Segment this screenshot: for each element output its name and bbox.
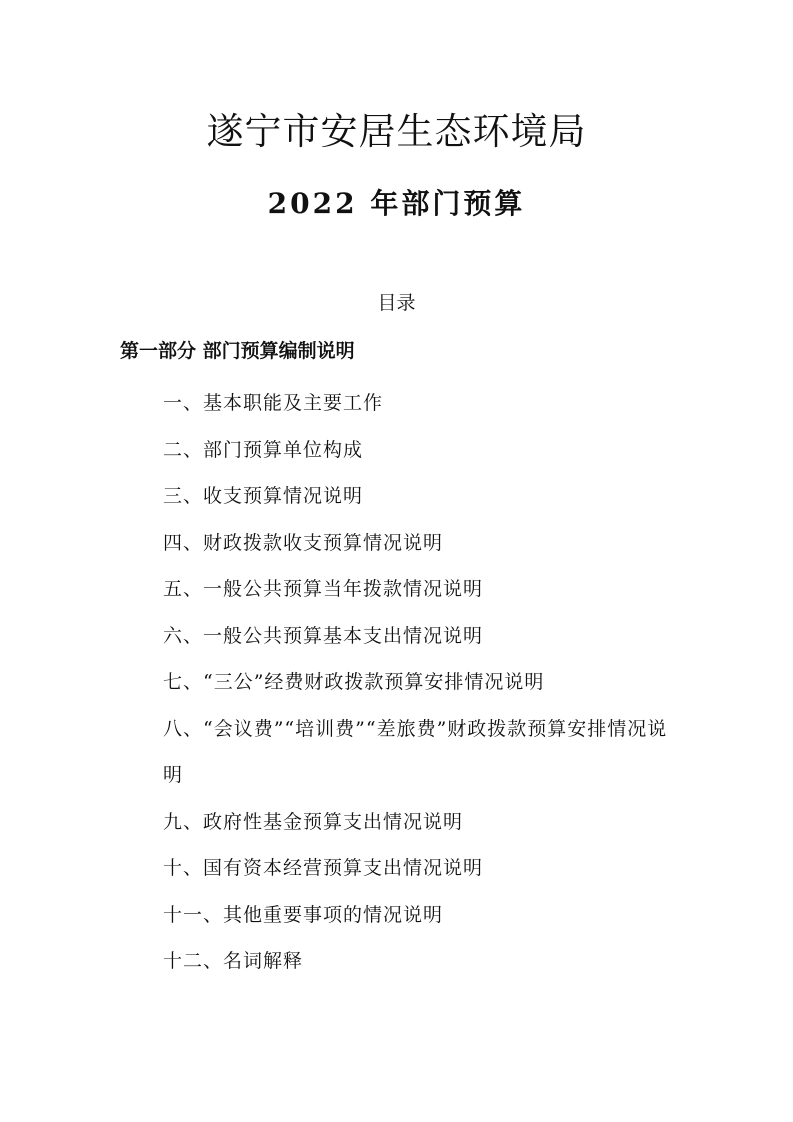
toc-heading: 目录 [377,292,416,314]
toc-item-9: 九、政府性基金预算支出情况说明 [163,810,464,833]
document-title: 遂宁市安居生态环境局 [206,110,587,153]
toc-item-2: 二、部门预算单位构成 [163,438,364,461]
toc-item-10: 十、国有资本经营预算支出情况说明 [163,857,484,879]
part-one-title: 第一部分 部门预算编制说明 [120,340,355,362]
toc-item-1: 一、基本职能及主要工作 [163,392,384,414]
toc-item-6: 六、一般公共预算基本支出情况说明 [163,624,484,647]
toc-item-3: 三、收支预算情况说明 [163,485,364,507]
toc-item-11: 十一、其他重要事项的情况说明 [163,903,444,926]
document-subtitle: 2022 年部门预算 [267,187,526,220]
toc-item-5: 五、一般公共预算当年拨款情况说明 [163,578,484,600]
toc-item-4: 四、财政拨款收支预算情况说明 [163,531,444,554]
toc-item-12: 十二、名词解释 [163,950,304,972]
toc-item-8: 八、“会议费”“培训费”“差旅费”财政拨款预算安排情况说明 [163,717,668,786]
toc-list [163,380,683,985]
toc-item-7: 七、“三公”经费财政拨款预算安排情况说明 [163,671,545,693]
